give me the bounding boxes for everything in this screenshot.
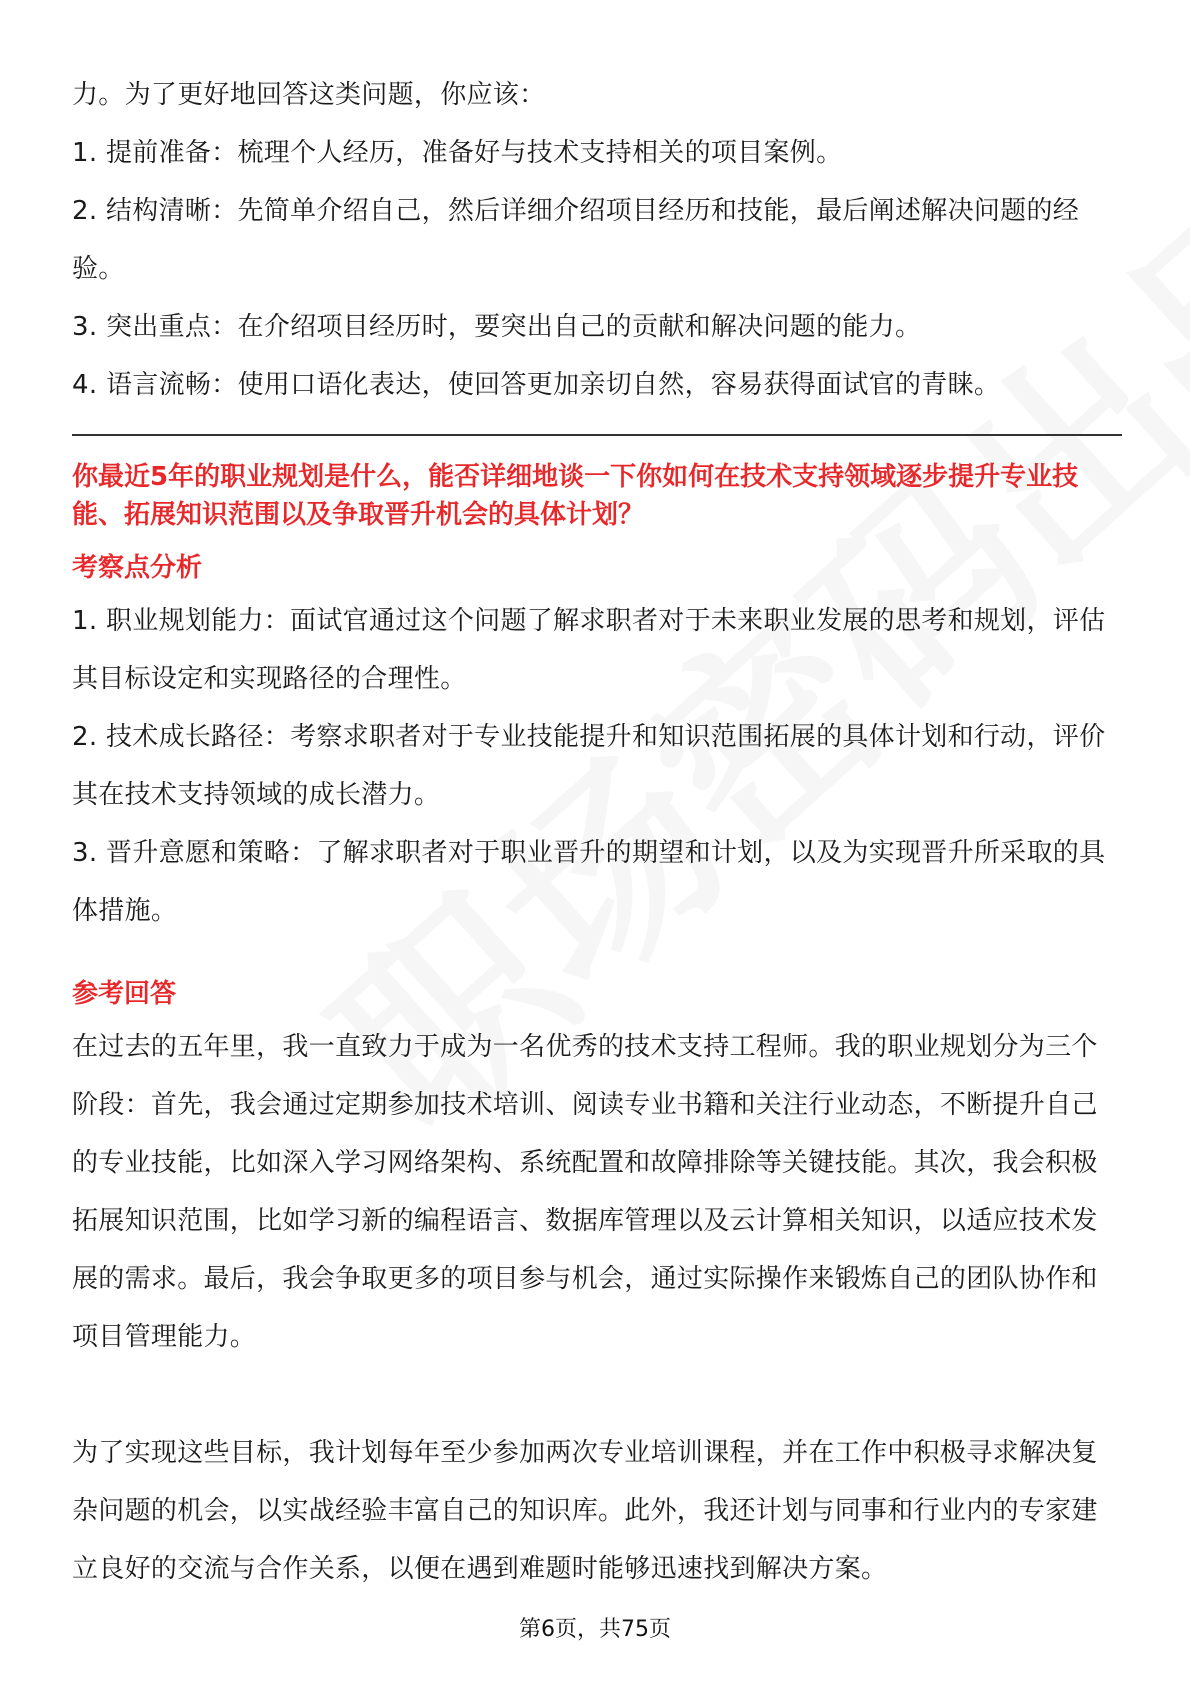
document-page xyxy=(72,66,1122,1598)
section-divider xyxy=(72,434,1122,436)
analysis-title: 考察点分析 xyxy=(72,553,203,583)
answer-paragraph-2: 为了实现这些目标，我计划每年至少参加两次专业培训课程，并在工作中积极寻求解决复杂问题的机会，以实战经验丰富自己的知识库。此外，我还计划与同事和行业内的专家建立良好的交流与合作关系，以便在遇到难题时能够迅速找到解决方案。 xyxy=(72,1438,1098,1584)
tip-item-2: 2. 结构清晰：先简单介绍自己，然后详细介绍项目经历和技能，最后阐述解决问题的经验。 xyxy=(72,196,1080,284)
answer-title: 参考回答 xyxy=(72,979,177,1009)
analysis-item-1: 1. 职业规划能力：面试官通过这个问题了解求职者对于未来职业发展的思考和规划，评估其目标设定和实现路径的合理性。 xyxy=(72,606,1106,694)
tip-item-3: 3. 突出重点：在介绍项目经历时，要突出自己的贡献和解决问题的能力。 xyxy=(72,312,922,342)
answer-paragraph-1: 在过去的五年里，我一直致力于成为一名优秀的技术支持工程师。我的职业规划分为三个阶段：首先，我会通过定期参加技术培训、阅读专业书籍和关注行业动态，不断提升自己的专业技能，比如深入学习网络架构、系统配置和故障排除等关键技能。其次，我会积极拓展知识范围，比如学习新的编程语言、数据库管理以及云计算相关知识，以适应技术发展的需求。最后，我会争取更多的项目参与机会，通过实际操作来锻炼自己的团队协作和项目管理能力。 xyxy=(72,1032,1098,1352)
intro-tail: 力。为了更好地回答这类问题，你应该： xyxy=(72,80,546,110)
tip-item-1: 1. 提前准备：梳理个人经历，准备好与技术支持相关的项目案例。 xyxy=(72,138,843,168)
tip-item-4: 4. 语言流畅：使用口语化表达，使回答更加亲切自然，容易获得面试官的青睐。 xyxy=(72,370,1001,400)
analysis-item-2: 2. 技术成长路径：考察求职者对于专业技能提升和知识范围拓展的具体计划和行动，评价其在技术支持领域的成长潜力。 xyxy=(72,722,1106,810)
interview-question: 你最近5年的职业规划是什么，能否详细地谈一下你如何在技术支持领域逐步提升专业技能、拓展知识范围以及争取晋升机会的具体计划？ xyxy=(72,462,1079,530)
analysis-item-3: 3. 晋升意愿和策略：了解求职者对于职业晋升的期望和计划，以及为实现晋升所采取的具体措施。 xyxy=(72,838,1106,926)
page-number: 第6页，共75页 xyxy=(519,1617,671,1642)
